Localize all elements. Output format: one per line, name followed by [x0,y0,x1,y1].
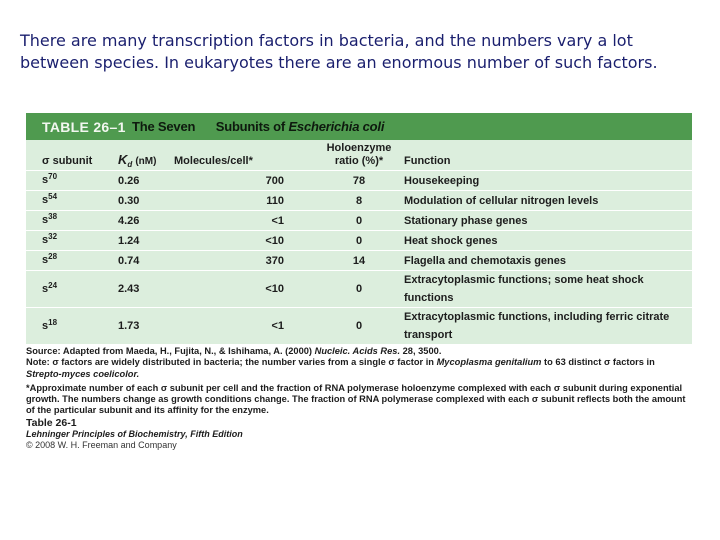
header-holoenzyme-line2: ratio (%)* [334,155,384,167]
note-label: Note: [26,357,53,368]
header-holoenzyme [314,140,404,171]
cell-kd: 0.26 [118,171,174,191]
table-header-row [26,140,692,171]
note-part: factors in [610,357,655,368]
sigma-letter: s [42,214,49,226]
sigma-symbol: σ [160,382,168,393]
heading-line-2: between species. In eukaryotes there are an enormous number of such factors. [20,53,658,72]
cell-sigma [26,171,118,191]
cell-function: Flagella and chemotaxis genes [404,251,692,271]
cell-molecules: <1 [174,211,314,231]
sigma-superscript: 18 [48,317,58,327]
cell-molecules: <10 [174,231,314,251]
cell-molecules: <1 [174,308,314,345]
sigma-superscript: 28 [48,252,58,261]
header-holoenzyme-line1: Holoenzyme [326,142,392,154]
cell-function: Stationary phase genes [404,211,692,231]
table-row [26,211,692,231]
cell-function: Housekeeping [404,171,692,191]
cell-molecules: 110 [174,191,314,211]
approx-part: subunit during exponential growth. The numbers change as growth conditions change. The fraction of RNA polymerase complexed with each [26,382,683,405]
cell-function: Extracytoplasmic functions; some heat shock functions [404,271,692,308]
source-text: Source: Adapted from Maeda, H., Fujita, N., & Ishihama, A. (2000) [26,346,315,356]
table-title-organism: Escherichia coli [288,119,385,134]
cell-sigma [26,211,118,231]
table-caption: Table 26-1 [26,416,77,429]
species-name: Mycoplasma genitalium [436,357,542,368]
note-part: factors are widely distributed in bacteria; the number varies from a single [58,357,389,368]
table-body-box [26,140,692,344]
cell-kd: 2.43 [118,271,174,308]
table-row [26,308,692,345]
table-row [26,251,692,271]
sigma-symbol: σ [603,357,611,368]
kd-subscript: d [127,160,133,169]
sigma-letter: s [42,174,49,186]
cell-function: Heat shock genes [404,231,692,251]
header-sigma-subunit: σ subunit [42,155,93,167]
kd-unit: (nM) [135,156,157,167]
sigma-letter: s [42,194,49,206]
cell-kd: 0.74 [118,251,174,271]
cell-ratio: 0 [314,271,404,308]
slide-heading [20,30,710,74]
cell-sigma [26,271,118,308]
cell-ratio: 14 [314,251,404,271]
sigma-superscript: 32 [48,232,58,241]
table-title-bar [26,113,692,140]
copyright: © 2008 W. H. Freeman and Company [26,440,177,451]
header-kd [118,140,174,171]
heading-line-1: There are many transcription factors in bacteria, and the numbers vary a lot [20,31,633,50]
header-function: Function [404,155,451,167]
cell-kd: 1.24 [118,231,174,251]
approx-part: subunit reflects both the amount of the particular subunit and its affinity for the enzyme. [26,394,686,416]
table-row [26,191,692,211]
approx-part: *Approximate number of each [26,382,161,393]
sigma-symbol: σ [388,357,395,368]
source-note [26,346,692,357]
note-part: factor in [394,357,437,368]
note-part: to 63 distinct [541,357,604,368]
table-notes [26,346,692,452]
table-title-prefix: The Seven [132,119,196,134]
cell-molecules: <10 [174,271,314,308]
table-title [132,119,384,134]
table-title-middle: Subunits of [215,119,286,134]
sigma-superscript: 54 [48,192,58,201]
sigma-glyph [199,119,213,134]
table-figure [26,113,692,452]
table-row [26,171,692,191]
sigma-symbol: σ [52,357,59,368]
species-name: Strepto-myces coelicolor. [26,368,140,379]
sigma-superscript: 24 [48,280,58,290]
sigma-letter: s [42,282,49,295]
cell-kd: 0.30 [118,191,174,211]
cell-molecules: 370 [174,251,314,271]
header-molecules: Molecules/cell* [174,155,253,167]
cell-kd: 1.73 [118,308,174,345]
cell-function: Extracytoplasmic functions, including ferric citrate transport [404,308,692,345]
approx-note [26,383,692,417]
sigma-letter: s [42,234,49,246]
table-number: TABLE 26–1 [42,118,126,135]
approx-part: subunit per cell and the fraction of RNA polymerase holoenzyme complexed with each [167,382,554,393]
cell-ratio: 0 [314,211,404,231]
cell-ratio: 8 [314,191,404,211]
table-row [26,271,692,308]
sigma-letter: s [42,319,49,332]
cell-kd: 4.26 [118,211,174,231]
table-row [26,231,692,251]
cell-ratio: 0 [314,231,404,251]
cell-molecules: 700 [174,171,314,191]
cell-ratio: 78 [314,171,404,191]
kd-symbol: K [118,152,128,167]
cell-sigma [26,308,118,345]
cell-sigma [26,251,118,271]
cell-sigma [26,191,118,211]
sigma-symbol: σ [553,382,561,393]
cell-function: Modulation of cellular nitrogen levels [404,191,692,211]
sigma-symbol: σ [531,394,539,405]
sigma-letter: s [42,254,49,266]
source-volume: 28, 3500. [400,346,442,356]
sigma-subunit-table [26,140,692,344]
source-journal: Nucleic. Acids Res. [314,346,401,356]
sigma-superscript: 38 [48,212,58,221]
cell-ratio: 0 [314,308,404,345]
sigma-superscript: 70 [48,172,58,181]
cell-sigma [26,231,118,251]
book-title: Lehninger Principles of Biochemistry, Fifth Edition [26,429,243,440]
note-text [26,357,692,380]
